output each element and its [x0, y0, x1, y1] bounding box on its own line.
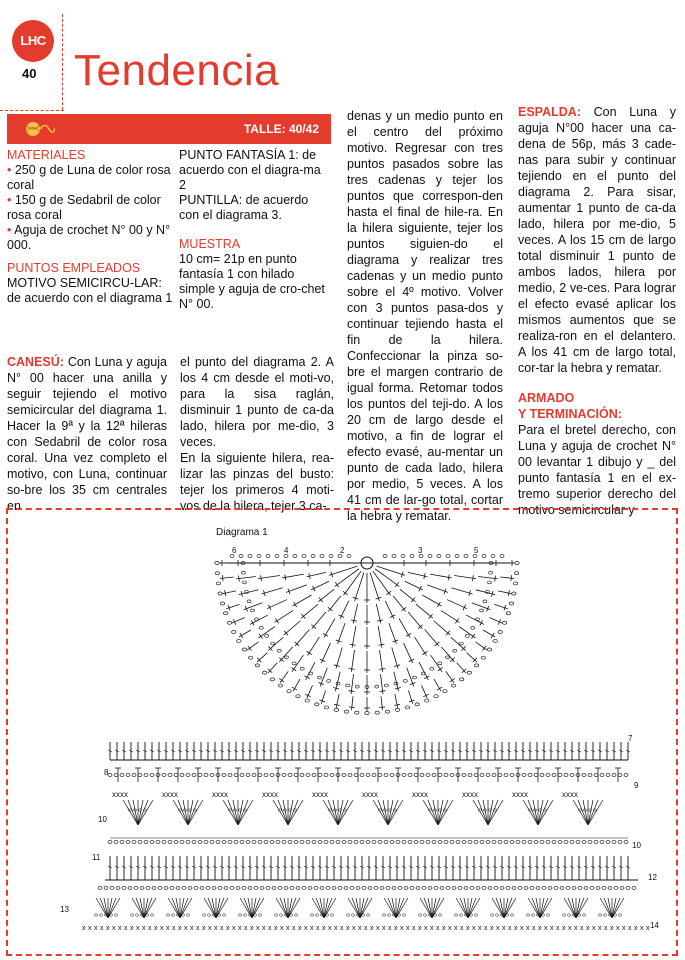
svg-text:x: x — [298, 925, 302, 932]
svg-text:xxxx: xxxx — [112, 790, 128, 799]
svg-text:x: x — [598, 925, 602, 932]
svg-text:x: x — [388, 925, 392, 932]
size-label: TALLE: 40/42 — [243, 122, 319, 136]
svg-text:x: x — [574, 925, 578, 932]
fan-row-number: 4 — [284, 546, 289, 555]
svg-text:x: x — [376, 925, 380, 932]
svg-text:x: x — [532, 925, 536, 932]
svg-text:x: x — [166, 925, 170, 932]
chart-row-number: 10 — [98, 815, 107, 824]
svg-text:x: x — [394, 925, 398, 932]
svg-text:x: x — [292, 925, 296, 932]
svg-text:x: x — [580, 925, 584, 932]
svg-text:x: x — [256, 925, 260, 932]
chart-row-number: 9 — [634, 781, 639, 790]
svg-text:x: x — [568, 925, 572, 932]
svg-text:x: x — [634, 925, 638, 932]
svg-text:x: x — [148, 925, 152, 932]
svg-text:x: x — [136, 925, 140, 932]
chart-row-number: 8 — [104, 768, 109, 777]
chart-row-number: 11 — [92, 853, 101, 862]
semicircle-motif-chart — [215, 555, 519, 715]
fan-row-number: 5 — [474, 546, 479, 555]
svg-text:x: x — [88, 925, 92, 932]
svg-text:x: x — [118, 925, 122, 932]
materials-item: • 250 g de Luna de color rosa coral — [7, 163, 171, 192]
svg-text:x: x — [268, 925, 272, 932]
magazine-logo: LHC — [12, 20, 54, 62]
svg-text:xxxx: xxxx — [312, 790, 328, 799]
svg-text:x: x — [610, 925, 614, 932]
fan-row-number: 2 — [340, 546, 345, 555]
svg-text:x: x — [274, 925, 278, 932]
svg-text:x: x — [520, 925, 524, 932]
svg-text:x: x — [646, 925, 650, 932]
page-number: 40 — [22, 66, 37, 81]
svg-text:x: x — [262, 925, 266, 932]
svg-text:x: x — [358, 925, 362, 932]
svg-text:x: x — [562, 925, 566, 932]
canesu-continued-text: el punto del diagrama 2. A los 4 cm desde el moti-vo, para la sisa raglán, disminuir 1 punto de ca-da lado, hilera por me-dio, 3 veces. — [180, 355, 334, 449]
svg-text:x: x — [496, 925, 500, 932]
svg-text:x: x — [226, 925, 230, 932]
espalda-heading: ESPALDA: — [518, 105, 581, 119]
svg-text:x: x — [418, 925, 422, 932]
svg-text:x: x — [550, 925, 554, 932]
armado-text: Para el bretel derecho, con Luna y aguja de crochet N° 00 levantar 1 dibujo y _ del punto fantasía 1 en el ex-tremo superior derecho del motivo semicircular y — [518, 423, 676, 517]
svg-text:x: x — [106, 925, 110, 932]
svg-text:x: x — [484, 925, 488, 932]
svg-text:x: x — [424, 925, 428, 932]
svg-text:x: x — [184, 925, 188, 932]
svg-text:x: x — [454, 925, 458, 932]
svg-text:x: x — [304, 925, 308, 932]
chart-row-number: 12 — [648, 873, 657, 882]
svg-text:x: x — [628, 925, 632, 932]
svg-text:x: x — [526, 925, 530, 932]
svg-text:xxxx: xxxx — [562, 790, 578, 799]
svg-text:x: x — [346, 925, 350, 932]
chart-row-number: 13 — [60, 905, 69, 914]
svg-text:x: x — [544, 925, 548, 932]
svg-text:x: x — [280, 925, 284, 932]
stitch-pattern-chart — [82, 742, 650, 932]
svg-text:x: x — [406, 925, 410, 932]
svg-text:x: x — [604, 925, 608, 932]
svg-text:x: x — [328, 925, 332, 932]
svg-text:x: x — [112, 925, 116, 932]
svg-text:x: x — [322, 925, 326, 932]
svg-text:x: x — [460, 925, 464, 932]
chart-row-number: 7 — [628, 734, 633, 743]
canesu-text: Con Luna y aguja N° 00 hacer una anilla y seguir tejiendo el motivo semicircular del diagrama 1. Hacer la 9ª y la 12ª hileras con Sedabril de color rosa coral. Una vez completo el motivo, con Luna, continuar so-bre los 35 cm centrales en — [7, 355, 167, 513]
svg-text:x: x — [490, 925, 494, 932]
svg-text:x: x — [130, 925, 134, 932]
svg-text:x: x — [82, 925, 86, 932]
svg-text:x: x — [334, 925, 338, 932]
svg-text:x: x — [478, 925, 482, 932]
svg-text:xxxx: xxxx — [462, 790, 478, 799]
svg-text:xxxx: xxxx — [362, 790, 378, 799]
svg-text:x: x — [244, 925, 248, 932]
svg-text:x: x — [190, 925, 194, 932]
svg-text:x: x — [352, 925, 356, 932]
svg-text:x: x — [502, 925, 506, 932]
svg-text:x: x — [538, 925, 542, 932]
svg-text:x: x — [154, 925, 158, 932]
armado-subheading: Y TERMINACIÓN: — [518, 407, 622, 421]
svg-text:xxxx: xxxx — [412, 790, 428, 799]
bust-darts-text: En la siguiente hilera, rea-lizar las pinzas del busto: tejer los primeros 4 moti-vos de la hilera, tejer 3 ca- — [180, 451, 334, 513]
canesu-heading: CANESÚ: — [7, 355, 64, 369]
gauge-text: 10 cm= 21p en punto fantasía 1 con hilado simple y aguja de cro-chet N° 00. — [179, 252, 325, 311]
svg-text:x: x — [616, 925, 620, 932]
svg-text:x: x — [238, 925, 242, 932]
svg-text:x: x — [586, 925, 590, 932]
svg-text:x: x — [508, 925, 512, 932]
svg-text:x: x — [442, 925, 446, 932]
svg-text:x: x — [100, 925, 104, 932]
svg-text:xxxx: xxxx — [162, 790, 178, 799]
chart-row-number: 14 — [650, 921, 659, 930]
stitches-text: MOTIVO SEMICIRCU-LAR: de acuerdo con el diagrama 1 — [7, 276, 173, 305]
svg-text:xxxx: xxxx — [512, 790, 528, 799]
diagram-row-numbers — [60, 546, 659, 930]
svg-text:x: x — [310, 925, 314, 932]
svg-text:x: x — [640, 925, 644, 932]
svg-text:x: x — [448, 925, 452, 932]
svg-text:x: x — [214, 925, 218, 932]
materials-item: • Aguja de crochet N° 00 y N° 000. — [7, 223, 171, 252]
svg-text:xxxx: xxxx — [212, 790, 228, 799]
svg-text:x: x — [178, 925, 182, 932]
svg-text:x: x — [400, 925, 404, 932]
chart-row-number: 10 — [632, 841, 641, 850]
svg-text:x: x — [514, 925, 518, 932]
materials-item: • 150 g de Sedabril de color rosa coral — [7, 193, 161, 222]
svg-text:x: x — [412, 925, 416, 932]
svg-text:x: x — [382, 925, 386, 932]
puntilla-text: PUNTILLA: de acuerdo con el diagrama 3. — [179, 193, 309, 222]
svg-text:x: x — [124, 925, 128, 932]
fantasia-text: PUNTO FANTASÍA 1: de acuerdo con el diagra-ma 2 — [179, 148, 321, 192]
materials-heading: MATERIALES — [7, 148, 86, 162]
gauge-heading: MUESTRA — [179, 237, 241, 251]
svg-text:x: x — [94, 925, 98, 932]
svg-text:x: x — [370, 925, 374, 932]
stitches-heading: PUNTOS EMPLEADOS — [7, 261, 141, 275]
svg-text:x: x — [466, 925, 470, 932]
svg-text:x: x — [430, 925, 434, 932]
svg-text:x: x — [340, 925, 344, 932]
svg-text:x: x — [472, 925, 476, 932]
svg-text:x: x — [220, 925, 224, 932]
front-instructions-text: denas y un medio punto en el centro del próximo motivo. Regresar con tres puntos pasados sobre las tres cadenas y tejer los puntos que correspon-den hasta el final de hile-ra. En la hilera siguiente, tejer los puntos siguien-do el diagrama y realizar tres cadenas y un medio punto sobre el 4º motivo. Volver con 3 puntos pasa-dos y continuar tejiendo hasta el fin de la hilera. Confeccionar la pinza so-bre el margen contrario de igual forma. Retomar todos los puntos del teji-do. A los 20 cm de largo desde el motivo, a fin de lograr el efecto evasé, au-mentar un punto de cada lado, hilera por medio, 5 veces. A los 41 cm de lar-go total, cortar la hebra y rematar. — [347, 109, 503, 523]
page-title: Tendencia — [74, 46, 280, 95]
svg-text:x: x — [592, 925, 596, 932]
svg-text:x: x — [160, 925, 164, 932]
fan-row-number: 3 — [418, 546, 423, 555]
svg-text:x: x — [232, 925, 236, 932]
svg-text:x: x — [316, 925, 320, 932]
svg-text:x: x — [196, 925, 200, 932]
espalda-text: Con Luna y aguja N°00 hacer una ca-dena de 56p, más 3 cade-nas para subir y continuar tejiendo en el punto del diagrama 2. Para sisar, aumentar 1 punto de ca-da lado, hilera por me-dio, 5 veces. A los 15 cm de largo total disminuir 1 punto de ambos lados, hilera por medio, 2 ve-ces. Para lograr el efecto evasé aplicar los mismos aumentos que se realiza-ron en el delantero. A los 41 cm de largo total, cor-tar la hebra y rematar. — [518, 105, 676, 375]
svg-text:x: x — [208, 925, 212, 932]
svg-text:x: x — [250, 925, 254, 932]
diagram-label: Diagrama 1 — [216, 527, 268, 538]
svg-text:x: x — [556, 925, 560, 932]
svg-text:x: x — [436, 925, 440, 932]
svg-text:xxxx: xxxx — [262, 790, 278, 799]
svg-text:x: x — [364, 925, 368, 932]
svg-text:x: x — [172, 925, 176, 932]
svg-text:x: x — [142, 925, 146, 932]
svg-text:x: x — [286, 925, 290, 932]
svg-text:x: x — [202, 925, 206, 932]
svg-text:x: x — [622, 925, 626, 932]
armado-heading: ARMADO — [518, 391, 575, 405]
fan-row-number: 6 — [232, 546, 237, 555]
